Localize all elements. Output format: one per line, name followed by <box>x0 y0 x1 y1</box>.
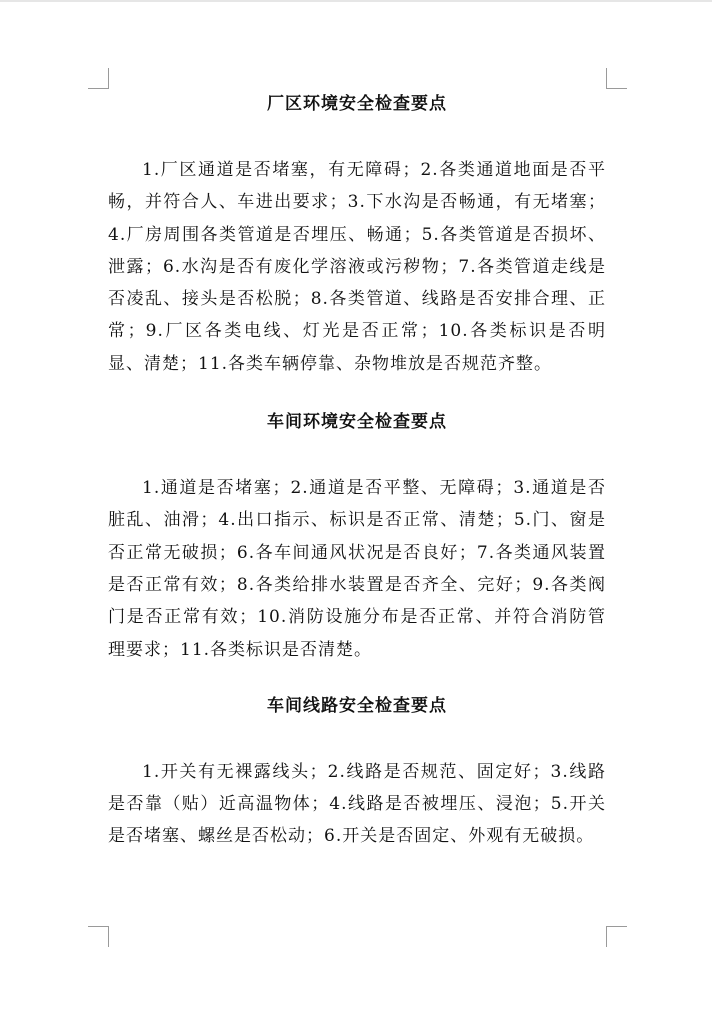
section-workshop-wiring <box>108 686 606 853</box>
document-content <box>108 84 606 853</box>
crop-mark-top-right <box>606 68 627 89</box>
section-title: 车间环境安全检查要点 <box>267 412 447 433</box>
crop-mark-top-left <box>88 68 109 89</box>
section-workshop-environment <box>108 402 606 666</box>
crop-mark-bottom-left <box>88 926 109 947</box>
page-top-edge <box>0 0 712 2</box>
crop-mark-bottom-right <box>606 926 627 947</box>
section-body: 1.厂区通道是否堵塞，有无障碍；2.各类通道地面是否平畅，并符合人、车进出要求；3.下水沟是否畅通，有无堵塞；4.厂房周围各类管道是否埋压、畅通；5.各类管道是否损坏、泄露；6.水沟是否有废化学溶液或污秽物；7.各类管道走线是否凌乱、接头是否松脱；8.各类管道、线路是否安排合理、正常；9.厂区各类电线、灯光是否正常；10.各类标识是否明显、清楚；11.各类车辆停靠、杂物堆放是否规范齐整。 <box>108 160 606 374</box>
section-title: 车间线路安全检查要点 <box>267 695 447 716</box>
section-plant-environment <box>108 84 606 380</box>
section-body: 1.开关有无裸露线头；2.线路是否规范、固定好；3.线路是否靠（贴）近高温物体；4.线路是否被埋压、浸泡；5.开关是否堵塞、螺丝是否松动；6.开关是否固定、外观有无破损。 <box>108 761 606 847</box>
section-body: 1.通道是否堵塞；2.通道是否平整、无障碍；3.通道是否脏乱、油滑；4.出口指示、标识是否正常、清楚；5.门、窗是否正常无破损；6.各车间通风状况是否良好；7.各类通风装置是否正常有效；8.各类给排水装置是否齐全、完好；9.各类阀门是否正常有效；10.消防设施分布是否正常、并符合消防管理要求；11.各类标识是否清楚。 <box>108 478 606 660</box>
section-title: 厂区环境安全检查要点 <box>267 94 447 114</box>
